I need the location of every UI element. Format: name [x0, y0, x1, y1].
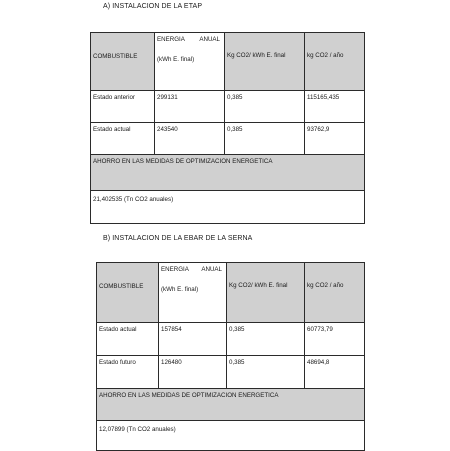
row-label: Estado anterior: [91, 91, 155, 123]
header-combustible: COMBUSTIBLE: [97, 263, 159, 323]
row-energia: 126480: [159, 356, 227, 389]
ahorro-label: AHORRO EN LAS MEDIDAS DE OPTIMIZACION ENERGETICA: [97, 389, 365, 421]
row-energia: 299131: [155, 91, 225, 123]
row-co2: 115165,435: [305, 91, 365, 123]
row-factor: 0,385: [225, 91, 305, 123]
ahorro-label-row: [91, 155, 365, 191]
ahorro-value-row: [91, 191, 365, 224]
ahorro-value-row: [97, 421, 365, 451]
row-co2: 60773,79: [305, 323, 365, 356]
ahorro-label: AHORRO EN LAS MEDIDAS DE OPTIMIZACION ENERGETICA: [91, 155, 365, 191]
ebar-emissions-table: [96, 262, 365, 451]
header-factor: Kg CO2/ kWh E. final: [227, 263, 305, 323]
etap-emissions-table: [90, 32, 365, 224]
header-factor: Kg CO2/ kWh E. final: [225, 33, 305, 91]
row-co2: 93762,9: [305, 123, 365, 155]
header-energia-word: ENERGIA: [161, 266, 189, 273]
row-energia: 243540: [155, 123, 225, 155]
header-energia-unit: (kWh E. final): [161, 286, 199, 293]
section-b-title: B) INSTALACION DE LA EBAR DE LA SERNA: [103, 235, 253, 242]
ahorro-value: 21,402535 (Tn CO2 anuales): [91, 191, 365, 224]
header-anual: kg CO2 / año: [305, 263, 365, 323]
row-co2: 48694,8: [305, 356, 365, 389]
ahorro-label-row: [97, 389, 365, 421]
header-anual: kg CO2 / año: [305, 33, 365, 91]
row-label: Estado actual: [97, 323, 159, 356]
row-energia: 157854: [159, 323, 227, 356]
row-factor: 0,385: [225, 123, 305, 155]
table-header-row: [91, 33, 365, 91]
header-energia-word: ENERGIA: [157, 36, 185, 43]
row-label: Estado futuro: [97, 356, 159, 389]
table-header-row: [97, 263, 365, 323]
section-a-title: A) INSTALACION DE LA ETAP: [103, 3, 203, 10]
header-energia-unit: (kWh E. final): [157, 56, 195, 63]
row-label: Estado actual: [91, 123, 155, 155]
table-row: [91, 123, 365, 155]
header-energia: [155, 33, 225, 91]
header-energia: [159, 263, 227, 323]
header-anual-word: ANUAL: [199, 36, 220, 43]
row-factor: 0,385: [227, 323, 305, 356]
table-row: [91, 91, 365, 123]
row-factor: 0,385: [227, 356, 305, 389]
table-row: [97, 323, 365, 356]
header-combustible: COMBUSTIBLE: [91, 33, 155, 91]
ahorro-value: 12,07899 (Tn CO2 anuales): [97, 421, 365, 451]
table-row: [97, 356, 365, 389]
header-anual-word: ANUAL: [201, 266, 222, 273]
